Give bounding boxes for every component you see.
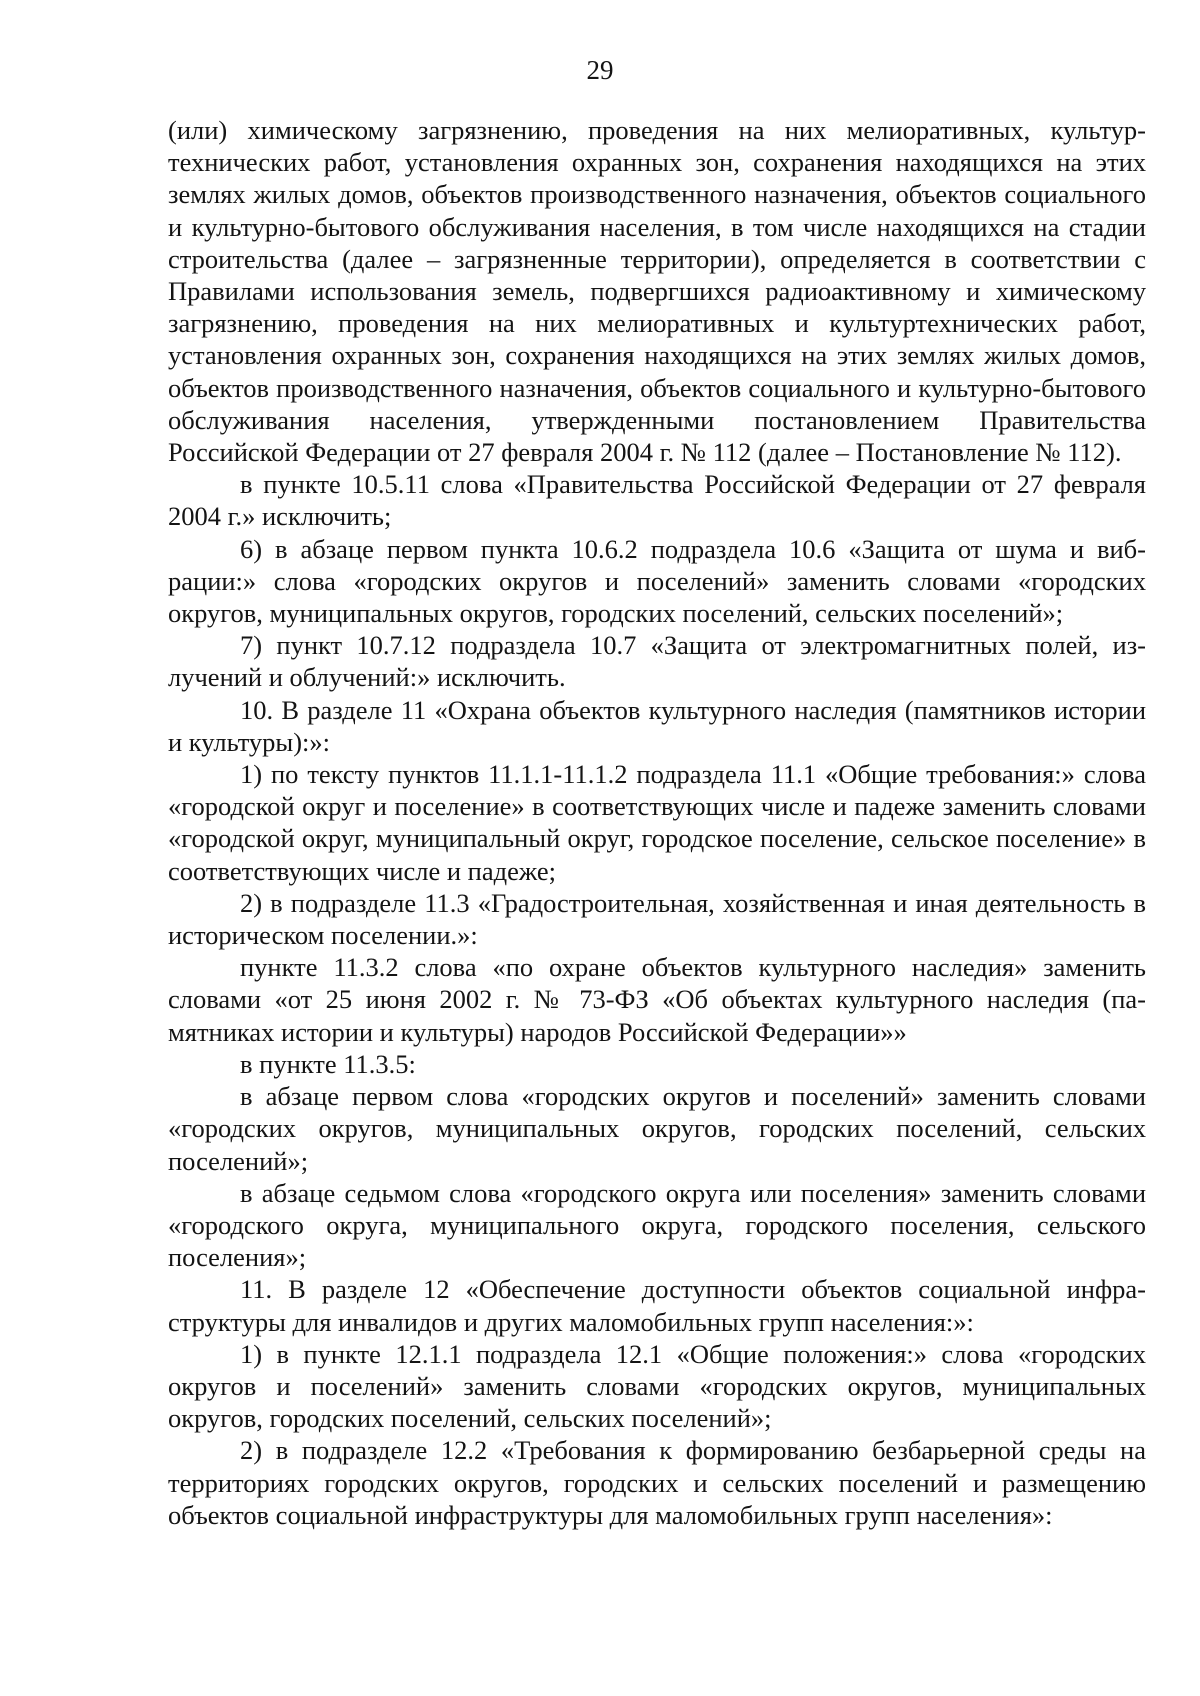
paragraph: в пункте 11.3.5: [240,1048,416,1079]
paragraph: 2) в подразделе 12.2 «Требования к формированию безбарьерной среды на территориях городских округов, городских и сельских поселений и размещению объектов социальной инфраструктуры для маломобильных групп населения»: [168,1435,1146,1530]
paragraph: 7) пункт 10.7.12 подраздела 10.7 «Защита от электромагнитных полей, излучений и облучений:» исключить. [168,630,1146,693]
page-number: 29 [586,55,614,85]
paragraph: 1) по тексту пунктов 11.1.1-11.1.2 подраздела 11.1 «Общие требования:» слова «городской округ и поселение» в соответствующих числе и падеже заменить словами «городской округ, муниципальный округ, городское поселение, сельское поселение» в соответствующих числе и падеже; [168,759,1146,886]
paragraph: 6) в абзаце первом пункта 10.6.2 подраздела 10.6 «Защита от шума и вибрации:» слова «городских округов и поселений» заменить словами «городских округов, муниципальных округов, городских поселений, сельских поселений»; [168,533,1146,629]
document-body [168,114,1146,1531]
paragraph: 11. В разделе 12 «Обеспечение доступности объектов социальной инфраструктуры для инвалидов и других маломобильных групп населения:»: [168,1274,1146,1337]
paragraph: 1) в пункте 12.1.1 подраздела 12.1 «Общие положения:» слова «городских округов и поселений» заменить словами «городских округов, муниципальных округов, городских поселений, сельских поселений»; [168,1338,1146,1434]
paragraph: в пункте 10.5.11 слова «Правительства Российской Федерации от 27 февраля 2004 г.» исключить; [168,469,1146,532]
paragraph: в абзаце первом слова «городских округов и поселений» заменить словами «городских округов, муниципальных округов, городских поселений, сельских поселений»; [168,1081,1146,1176]
paragraph: 10. В разделе 11 «Охрана объектов культурного наследия (памятников истории и культуры):»: [168,694,1146,757]
paragraph: в абзаце седьмом слова «городского округа или поселения» заменить словами «городского округа, муниципального округа, городского поселения, сельского поселения»; [168,1177,1146,1273]
paragraph: (или) химическому загрязнению, проведения на них мелиоративных, культуртехнических работ, установления охранных зон, сохранения находящихся на этих землях жилых домов, объектов производственного назначения, объектов социального и культурно-бытового обслуживания населения, в том числе находящихся на стадии строительства (далее – загрязненные территории), определяется в соответствии с Правилами использования земель, подвергшихся радиоактивному и химическому загрязнению, проведения на них мелиоративных и культуртехнических работ, установления охранных зон, сохранения находящихся на этих землях жилых домов, объектов производственного назначения, объектов социального и культурно-бытового обслуживания населения, утвержденными постановлением Правительства Российской Федерации от 27 февраля 2004 г. № 112 (далее – Постановление № 112). [168,115,1146,468]
paragraph: 2) в подразделе 11.3 «Градостроительная, хозяйственная и иная деятельность в историческом поселении.»: [168,887,1146,951]
paragraph: пункте 11.3.2 слова «по охране объектов культурного наследия» заменить словами «от 25 июня 2002 г. № 73-ФЗ «Об объектах культурного наследия (памятниках истории и культуры) народов Российской Федерации»» [168,952,1146,1047]
